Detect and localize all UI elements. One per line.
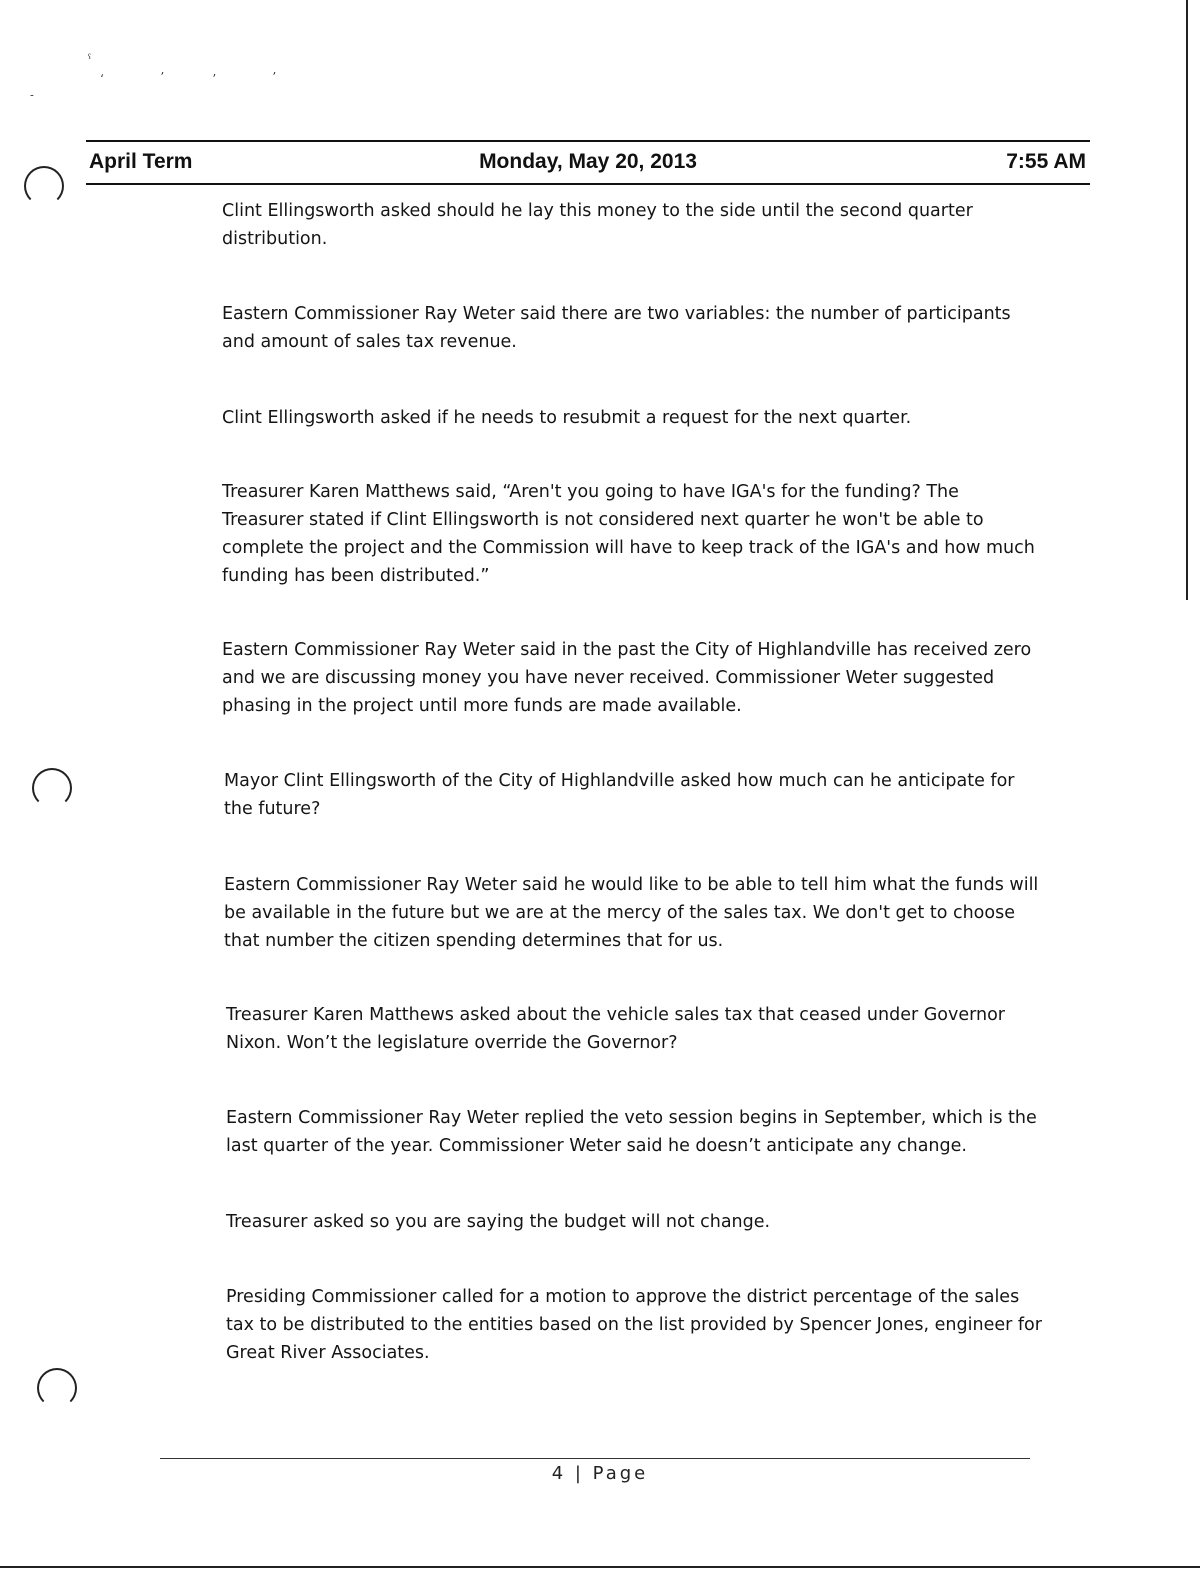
- footer-rule: [160, 1458, 1030, 1459]
- minutes-paragraph: Treasurer asked so you are saying the budget will not change.: [226, 1212, 771, 1232]
- minutes-paragraph: Eastern Commissioner Ray Weter said there are two variables: the number of participants and amount of sales tax revenue.: [222, 304, 1011, 352]
- scan-specks: ˤ ʻ ʼ ʼ ʼ ˗: [30, 52, 276, 102]
- minutes-paragraph: Clint Ellingsworth asked if he needs to resubmit a request for the next quarter.: [222, 408, 912, 428]
- header-bottom-rule: [86, 183, 1090, 185]
- minutes-paragraph: Treasurer Karen Matthews said, “Aren't you going to have IGA's for the funding? The Treasurer stated if Clint Ellingsworth is not considered next quarter he won't be able to complete the project and the Commission will have to keep track of the IGA's and how much funding has been distributed.”: [222, 482, 1035, 586]
- minutes-paragraph: Eastern Commissioner Ray Weter replied the veto session begins in September, which is the last quarter of the year. Commissioner Weter said he doesn’t anticipate any change.: [226, 1108, 1037, 1156]
- punch-hole-icon: [32, 768, 72, 808]
- header-top-rule: [86, 140, 1090, 142]
- page-header: [86, 146, 1090, 178]
- minutes-paragraph: Presiding Commissioner called for a motion to approve the district percentage of the sales tax to be distributed to the entities based on the list provided by Spencer Jones, engineer for Great River Associates.: [226, 1287, 1042, 1363]
- minutes-paragraph: Mayor Clint Ellingsworth of the City of Highlandville asked how much can he anticipate for the future?: [224, 771, 1015, 819]
- header-time: 7:55 AM: [1006, 150, 1086, 173]
- minutes-paragraph: Clint Ellingsworth asked should he lay this money to the side until the second quarter distribution.: [222, 201, 973, 249]
- punch-hole-icon: [24, 166, 64, 206]
- header-term: April Term: [89, 150, 193, 173]
- scan-edge-right: [1186, 0, 1188, 600]
- page-number: 4 | Page: [551, 1463, 649, 1484]
- minutes-paragraph: Treasurer Karen Matthews asked about the vehicle sales tax that ceased under Governor Nixon. Won’t the legislature override the Governor?: [226, 1005, 1006, 1053]
- header-date: Monday, May 20, 2013: [479, 150, 697, 173]
- minutes-paragraph: Eastern Commissioner Ray Weter said he would like to be able to tell him what the funds will be available in the future but we are at the mercy of the sales tax. We don't get to choose that number the citizen spending determines that for us.: [224, 875, 1039, 951]
- minutes-paragraph: Eastern Commissioner Ray Weter said in the past the City of Highlandville has received zero and we are discussing money you have never received. Commissioner Weter suggested phasing in the project until more funds are made available.: [222, 640, 1032, 716]
- punch-hole-icon: [37, 1368, 77, 1408]
- scan-edge-bottom: [0, 1566, 1200, 1568]
